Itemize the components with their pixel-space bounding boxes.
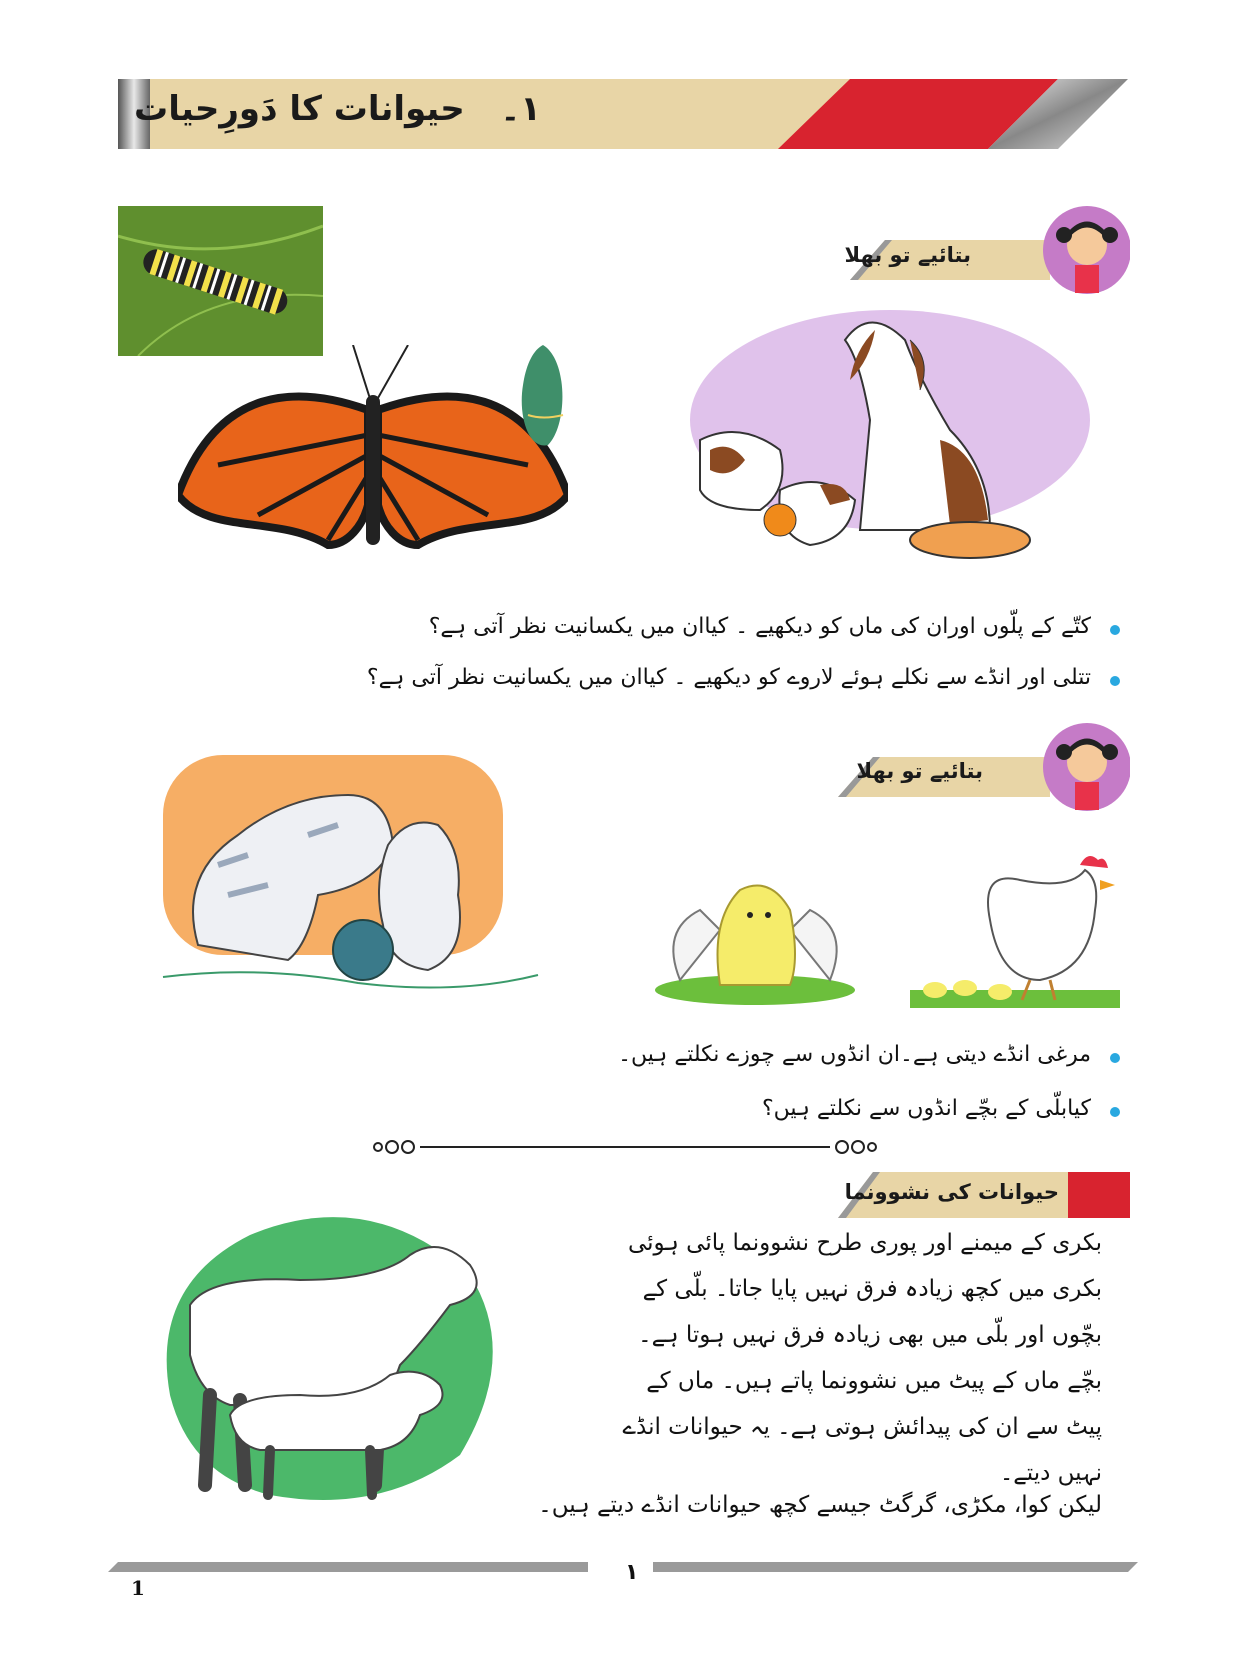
question-text: مرغی انڈے دیتی ہے۔ان انڈوں سے چوزے نکلتے ہیں۔ (618, 1042, 1091, 1067)
body-paragraph-2: لیکن کوا، مکڑی، گرگٹ جیسے کچھ حیوانات انڈے دیتے ہیں۔ (538, 1492, 1102, 1518)
cat-and-kitten-illustration (158, 745, 543, 995)
question-text: تتلی اور انڈے سے نکلے ہوئے لاروے کو دیکھیے ۔ کیاان میں یکسانیت نظر آتی ہے؟ (366, 665, 1091, 690)
bullet-point (1110, 1107, 1120, 1117)
page-number: 1 (131, 1576, 145, 1600)
question-text: کیابلّی کے بچّے انڈوں سے نکلتے ہیں؟ (761, 1096, 1091, 1121)
tag-label-1: بتائیے تو بھلا (844, 243, 971, 267)
goat-and-kid-illustration (150, 1195, 530, 1515)
chapter-title (134, 88, 541, 129)
chick-hatching-illustration (650, 870, 860, 1005)
section-divider (370, 1137, 880, 1157)
chapter-title-text: حیوانات کا دَورِحیات (134, 89, 465, 129)
section-heading: حیوانات کی نشوونما (844, 1180, 1059, 1204)
tag-label-2: بتائیے تو بھلا (856, 759, 983, 783)
bullet-point (1110, 1053, 1120, 1063)
page-number-urdu: ۱ (625, 1560, 639, 1585)
dog-family-illustration (670, 300, 1090, 565)
chrysalis-illustration (518, 345, 568, 450)
butterfly-illustration (178, 345, 568, 560)
body-paragraph: بکری کے میمنے اور پوری طرح نشوونما پائی ہوئی بکری میں کچھ زیادہ فرق نہیں پایا جاتا۔ بلّی کے بچّوں اور بلّی میں بھی زیادہ فرق نہیں ہوتا ہے۔ بچّے ماں کے پیٹ میں نشوونما پاتے ہیں۔ ماں کے پیٹ سے ان کی پیدائش ہوتی ہے۔ یہ حیوانات انڈے نہیں دیتے۔ (622, 1230, 1102, 1486)
bullet-point (1110, 676, 1120, 686)
footer-bar (108, 1560, 1138, 1574)
bullet-point (1110, 625, 1120, 635)
chapter-number: ۱۔ (500, 89, 541, 129)
hen-with-chicks-illustration (910, 850, 1120, 1010)
question-text: کتّے کے پلّوں اوران کی ماں کو دیکھیے ۔ کیاان میں یکسانیت نظر آتی ہے؟ (428, 614, 1091, 639)
caterpillar-photo (118, 206, 323, 356)
